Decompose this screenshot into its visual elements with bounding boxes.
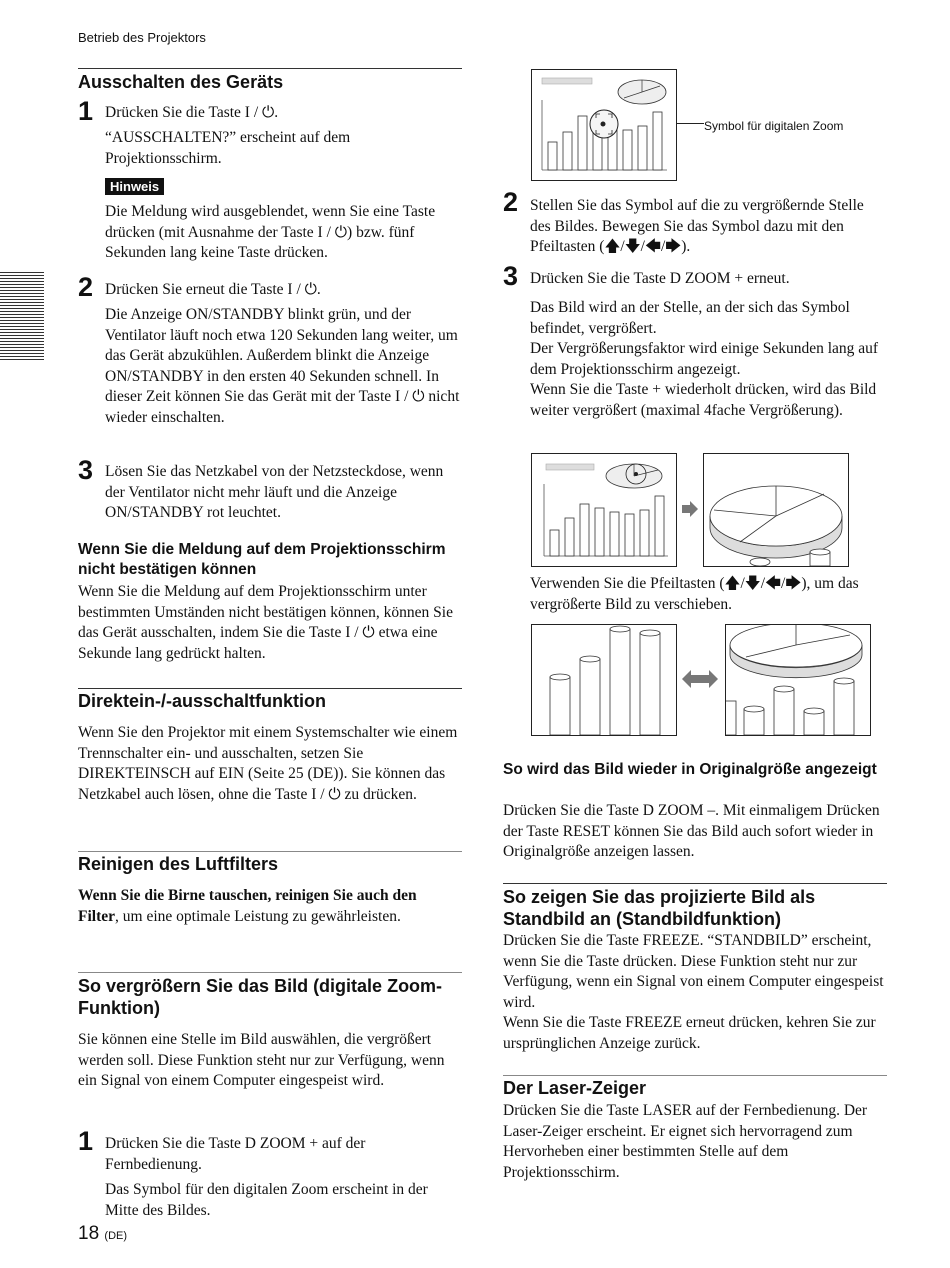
section-rule — [503, 883, 887, 884]
section-rule — [78, 688, 462, 689]
step-number: 1 — [78, 96, 94, 126]
section-text — [78, 886, 453, 927]
figure-zoom-before — [531, 453, 677, 567]
section-rule — [78, 972, 462, 973]
section-text: Wenn Sie den Projektor mit einem Systemschalter wie einem Trennschalter ein- und ausschalten, setzen Sie DIREKTEINSCH auf EIN (Seite 25 (DE)). Sie können das Netzkabel auch lösen, ohne die Taste I / ⏻ zu drücken. — [78, 724, 458, 803]
callout-line — [676, 123, 704, 124]
step-detail: “AUSSCHALTEN?” erscheint auf dem Projektionsschirm. — [105, 129, 351, 167]
section-rule — [503, 1075, 887, 1076]
step-detail: Das Symbol für den digitalen Zoom erscheint in der Mitte des Bildes. — [105, 1181, 428, 1219]
page-number: 18 (DE) — [78, 1223, 128, 1244]
figure-zoom-after — [703, 453, 849, 567]
step-number: 3 — [503, 261, 519, 291]
arrow-right-icon — [681, 500, 699, 518]
instruction-text: Verwenden Sie die Pfeiltasten (🡅/🡇/🡄/🡆), um das vergrößerte Bild zu verschieben. — [530, 575, 859, 613]
section-tab-marker — [0, 272, 44, 362]
step-detail: Die Anzeige ON/STANDBY blinkt grün, und der Ventilator läuft noch etwa 120 Sekunden lang weiter, um das Gerät abzukühlen. Außerdem blinkt die Anzeige ON/STANDBY in den ersten 40 Sekunden schnell. In dieser Zeit können Sie das Gerät mit der Taste I / ⏻ nicht wieder einschalten. — [105, 306, 460, 426]
figure-pan-left — [531, 624, 677, 736]
step-number: 2 — [503, 187, 519, 217]
section-title-laser: Der Laser-Zeiger — [503, 1078, 647, 1098]
callout-label: Symbol für digitalen Zoom — [704, 119, 844, 133]
step-text: Stellen Sie das Symbol auf die zu vergrößernde Stelle des Bildes. Bewegen Sie das Symbol dazu mit den Pfeiltasten (🡅/🡇/🡄/🡆). — [530, 197, 864, 255]
step-text: Drücken Sie die Taste I / ⏻. — [105, 104, 279, 121]
subsection-text: Drücken Sie die Taste D ZOOM –. Mit einmaligem Drücken der Taste RESET können Sie das Bild auch sofort wieder in Originalgröße anzeigen lassen. — [503, 802, 880, 860]
step-text: Drücken Sie die Taste D ZOOM + erneut. — [530, 270, 790, 287]
section-title-power-off: Ausschalten des Geräts — [78, 72, 284, 92]
step-detail: Das Bild wird an der Stelle, an der sich das Symbol befindet, vergrößert. Der Vergrößerungsfaktor wird einige Sekunden lang auf dem Projektionsschirm angezeigt. Wenn Sie die Taste + wiederholt drücken, wird das Bild weiter vergrößert (maximal 4fache Vergrößerung). — [530, 299, 879, 419]
figure-pan-right — [725, 624, 871, 736]
hint-text: Die Meldung wird ausgeblendet, wenn Sie eine Taste drücken (mit Ausnahme der Taste I / ⏻) bzw. fünf Sekunden lang keine Taste drücken. — [105, 203, 436, 261]
section-rule — [78, 68, 462, 69]
step-number: 2 — [78, 272, 94, 302]
section-title-direct-power: Direktein-/-ausschaltfunktion — [78, 691, 327, 711]
section-text: Sie können eine Stelle im Bild auswählen, die vergrößert werden soll. Diese Funktion steht nur zur Verfügung, wenn ein Signal von einem Computer eingespeist wird. — [78, 1031, 445, 1089]
step-text: Drücken Sie die Taste D ZOOM + auf der Fernbedienung. — [105, 1135, 366, 1173]
step-number: 1 — [78, 1126, 94, 1156]
subsection-title: Wenn Sie die Meldung auf dem Projektionsschirm nicht bestätigen können — [78, 541, 446, 578]
step-number: 3 — [78, 455, 94, 485]
emphasis-text: Wenn Sie die Birne tauschen, reinigen Sie auch den Filter — [78, 887, 417, 925]
hint-badge: Hinweis — [105, 178, 164, 195]
section-title-digital-zoom: So vergrößern Sie das Bild (digitale Zoom-Funktion) — [78, 976, 443, 1018]
section-title-freeze: So zeigen Sie das projizierte Bild als Standbild an (Standbildfunktion) — [503, 887, 816, 929]
section-text: Drücken Sie die Taste LASER auf der Fernbedienung. Der Laser-Zeiger erscheint. Er eignet sich hervorragend zum Hervorheben einer bestimmten Stelle auf dem Projektionsschirm. — [503, 1102, 868, 1181]
section-title-air-filter: Reinigen des Luftfilters — [78, 854, 279, 874]
step-text: Lösen Sie das Netzkabel von der Netzsteckdose, wenn der Ventilator nicht mehr läuft und die Anzeige ON/STANDBY rot leuchtet. — [105, 463, 444, 521]
section-text: Drücken Sie die Taste FREEZE. “STANDBILD” erscheint, wenn Sie die Taste drücken. Diese Funktion steht nur zur Verfügung, wenn ein Signal von einem Computer eingespeist wird. Wenn Sie die Taste FREEZE erneut drücken, kehren Sie zur ursprünglichen Anzeige zurück. — [503, 932, 884, 1052]
double-arrow-icon — [681, 669, 719, 689]
subsection-text: Wenn Sie die Meldung auf dem Projektionsschirm unter bestimmten Umständen nicht bestätigen können, können Sie das Gerät ausschalten, indem Sie die Taste I / ⏻ etwa eine Sekunde lang gedrückt halten. — [78, 583, 453, 662]
running-header: Betrieb des Projektors — [78, 30, 206, 45]
figure-zoom-icon-screen — [531, 69, 677, 181]
body-text: , um eine optimale Leistung zu gewährleisten. — [115, 907, 401, 925]
step-text: Drücken Sie erneut die Taste I / ⏻. — [105, 281, 321, 298]
subsection-title: So wird das Bild wieder in Originalgröße angezeigt — [503, 761, 877, 778]
section-rule — [78, 851, 462, 852]
